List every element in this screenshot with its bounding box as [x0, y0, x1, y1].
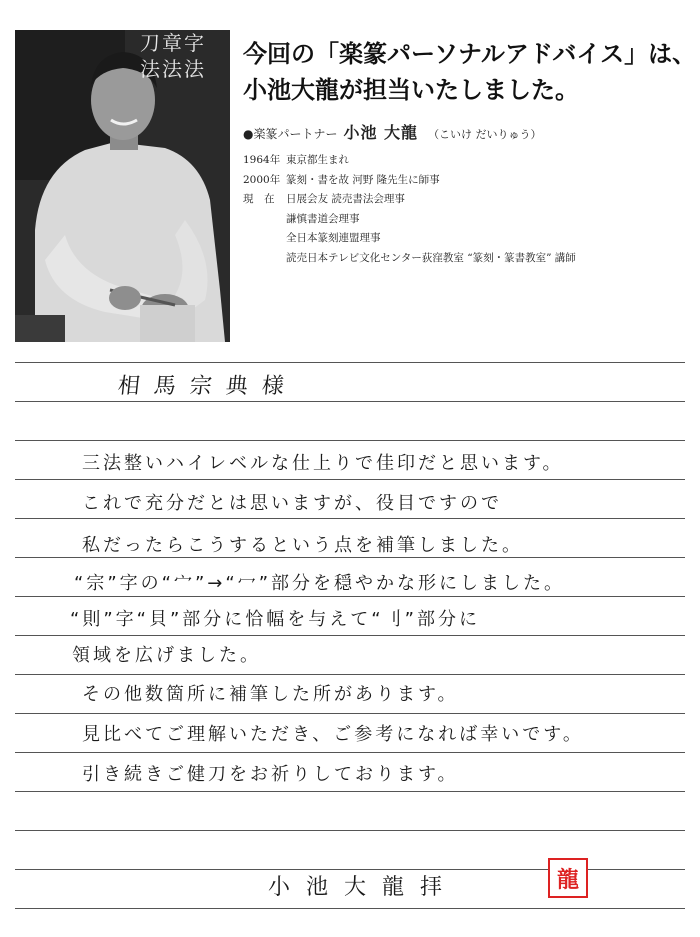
letter-line: 見比べてご理解いただき、ご参考になれば幸いです。 — [82, 724, 584, 745]
ruled-line — [15, 752, 685, 753]
bio-year: 現 在 — [243, 193, 275, 205]
letter-line: “則”字“貝”部分に恰幅を与えて“刂”部分に — [70, 609, 480, 630]
letter-salutation: 相馬宗典様 — [116, 374, 300, 399]
partner-label: ●楽篆パートナー — [243, 127, 338, 141]
bio-text: 東京都生まれ — [286, 154, 349, 166]
bio-row — [243, 229, 693, 249]
ruled-line — [15, 713, 685, 714]
seal-character: 龍 — [556, 866, 579, 893]
ruled-line — [15, 596, 685, 597]
bio-text: 全日本篆刻連盟理事 — [286, 232, 381, 244]
letter-line: 領域を広げました。 — [72, 645, 261, 666]
ruled-line — [15, 401, 685, 402]
partner-profile — [243, 120, 693, 268]
bio-year: 1964年 — [243, 154, 281, 166]
headline-line-2: 小池大龍が担当いたしました。 — [243, 76, 579, 104]
partner-name: 小池 大龍 — [343, 123, 419, 142]
letter-line: 三法整いハイレベルな仕上りで佳印だと思います。 — [82, 453, 564, 474]
ruled-line — [15, 635, 685, 636]
bio-year — [243, 210, 286, 230]
bio-row — [243, 151, 693, 171]
bio-row — [243, 210, 693, 230]
ruled-line — [15, 479, 685, 480]
ruled-line — [15, 440, 685, 441]
bio-text: 読売日本テレビ文化センター荻窪教室 “篆刻・篆書教室” 講師 — [286, 251, 576, 264]
instructor-photo — [15, 30, 230, 342]
headline-line-1: 今回の「楽篆パーソナルアドバイス」は、 — [243, 40, 697, 68]
bio-text: 謙慎書道会理事 — [286, 212, 360, 225]
blackboard-line-1: 刀章字 — [140, 31, 206, 55]
ruled-line — [15, 830, 685, 831]
letter-line: これで充分だとは思いますが、役目ですので — [82, 493, 502, 514]
red-seal-stamp — [548, 858, 588, 898]
blackboard-line-2: 法法法 — [140, 57, 206, 81]
ruled-line — [15, 362, 685, 363]
letter-line: その他数箇所に補筆した所があります。 — [82, 684, 459, 705]
ruled-line — [15, 518, 685, 519]
ruled-line — [15, 908, 685, 909]
bio-row — [243, 171, 693, 191]
ruled-line — [15, 557, 685, 558]
partner-bio — [243, 151, 693, 268]
ruled-line — [15, 791, 685, 792]
bio-row — [243, 190, 693, 210]
blackboard-text — [140, 30, 230, 82]
ruled-line — [15, 674, 685, 675]
partner-heading — [243, 120, 693, 143]
letter-line: “宗”字の“宀”→“冖”部分を穏やかな形にしました。 — [74, 573, 566, 594]
bio-text: 篆刻・書を故 河野 隆先生に師事 — [286, 173, 440, 186]
bio-year: 2000年 — [243, 173, 281, 186]
bio-year — [243, 229, 286, 249]
bio-row — [243, 249, 693, 269]
letter-signature: 小池大龍拝 — [268, 875, 459, 900]
letter-line: 私だったらこうするという点を補筆しました。 — [82, 535, 523, 556]
bio-text: 日展会友 読売書法会理事 — [286, 193, 405, 205]
bio-year — [243, 249, 286, 269]
headline — [243, 36, 697, 108]
partner-name-reading: （こいけ だいりゅう） — [428, 128, 542, 141]
letter-line: 引き続きご健刀をお祈りしております。 — [82, 764, 459, 785]
